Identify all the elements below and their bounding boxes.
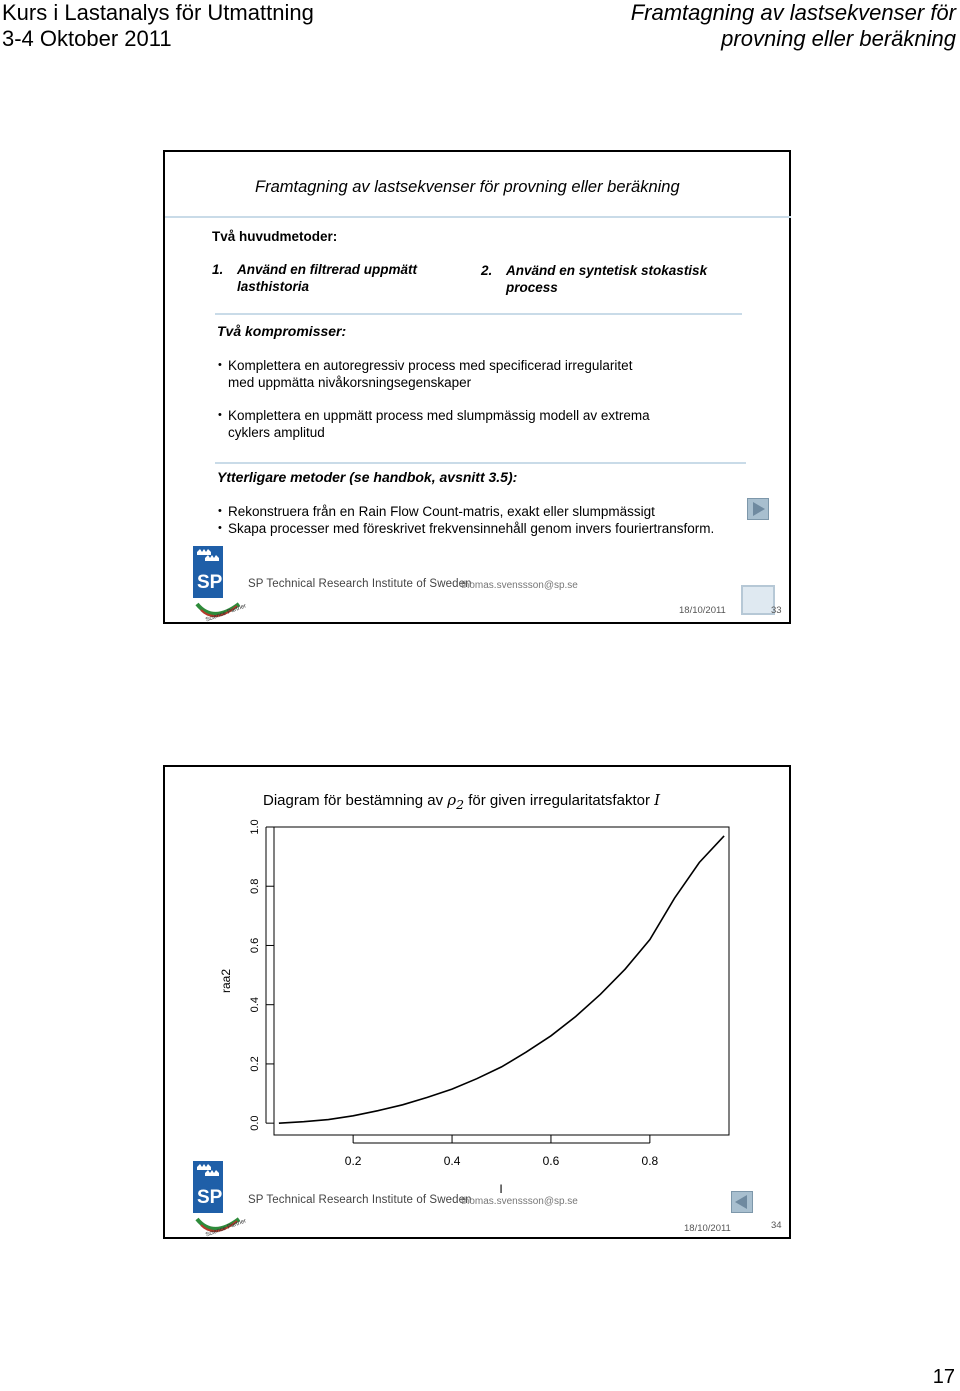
section-title-line1: Framtagning av lastsekvenser för: [630, 0, 956, 25]
slide-number: 34: [771, 1220, 782, 1231]
series-line: [279, 836, 724, 1123]
method-2-number: 2.: [481, 263, 493, 278]
chart-title-middle: för given irregularitatsfaktor: [468, 792, 655, 809]
page-number: 17: [932, 1366, 955, 1388]
method-1-line1: Använd en filtrerad uppmätt: [237, 262, 418, 277]
rho-symbol: ρ: [447, 791, 457, 809]
slide-date: 18/10/2011: [679, 605, 726, 616]
sp-logo: [191, 544, 251, 624]
method-1: [212, 261, 417, 295]
methods-divider: [215, 313, 742, 315]
y-tick-label: 0.0: [249, 1115, 261, 1131]
method-1-line2: lasthistoria: [237, 279, 310, 294]
further-methods-label: Ytterligare metoder (se handbok, avsnitt 3.5):: [217, 469, 518, 485]
sp-logo-ribbon: Science Partner: [204, 603, 248, 624]
irregularity-chart: [165, 767, 791, 1196]
y-tick-label: 0.8: [249, 878, 261, 894]
compromise-divider: [215, 462, 746, 464]
slide-34: [163, 765, 791, 1239]
compromise-1-line1: • Komplettera en autoregressiv process med specificerad irregularitet: [228, 358, 633, 373]
next-slide-button[interactable]: [747, 498, 769, 520]
y-tick-label: 0.4: [249, 997, 261, 1013]
y-axis-label: raa2: [219, 968, 233, 994]
sp-logo-text: SP: [197, 1187, 223, 1208]
slide-thumbnail-box: [741, 585, 775, 615]
y-tick-label: 0.6: [249, 937, 261, 954]
x-tick-label: 0.8: [641, 1154, 659, 1168]
title-divider: [165, 216, 791, 218]
sp-logo: [191, 1159, 251, 1239]
method-2: [481, 262, 707, 296]
main-methods-label: Två huvudmetoder:: [212, 229, 338, 244]
method-2-line2: process: [506, 280, 558, 295]
compromise-1-line2: med uppmätta nivåkorsningsegenskaper: [228, 375, 472, 390]
slide-33: [163, 150, 791, 624]
compromise-2-line2: cyklers amplitud: [228, 425, 325, 440]
sp-logo-ribbon: Science Partner: [204, 1218, 248, 1239]
further-item-1: • Rekonstruera från en Rain Flow Count-matris, exakt eller slumpmässigt: [228, 503, 655, 520]
rho-subscript: 2: [456, 797, 465, 812]
x-tick-label: 0.6: [542, 1154, 560, 1168]
y-tick-label: 1.0: [249, 819, 261, 835]
further-item-2: • Skapa processer med föreskrivet frekvensinnehåll genom invers fouriertransform.: [228, 520, 714, 537]
course-date: 3-4 Oktober 2011: [2, 26, 172, 51]
compromise-item-1: [228, 357, 632, 391]
x-tick-label: 0.4: [443, 1154, 461, 1168]
play-left-icon: [732, 1192, 752, 1212]
slide-title: Framtagning av lastsekvenser för provning eller beräkning: [255, 178, 680, 196]
section-title-line2: provning eller beräkning: [721, 26, 956, 51]
author-email[interactable]: thomas.svenssson@sp.se: [461, 580, 578, 591]
y-axis: [249, 819, 274, 1130]
play-right-icon: [748, 499, 768, 519]
institute-name: SP Technical Research Institute of Sweden: [248, 578, 472, 590]
chart-title-variable: I: [654, 791, 661, 809]
header-left: [2, 0, 314, 52]
compromise-item-2: [228, 407, 650, 441]
x-axis-label: I: [499, 1182, 503, 1196]
method-1-number: 1.: [212, 262, 224, 277]
slide-number: 33: [771, 605, 782, 616]
sp-logo-text: SP: [197, 572, 223, 593]
institute-name: SP Technical Research Institute of Sweden: [248, 1194, 472, 1206]
x-tick-label: 0.2: [344, 1154, 362, 1168]
prev-slide-button[interactable]: [731, 1191, 753, 1213]
slide-date: 18/10/2011: [684, 1223, 731, 1234]
author-email[interactable]: thomas.svenssson@sp.se: [461, 1196, 578, 1207]
course-title: Kurs i Lastanalys för Utmattning: [2, 0, 314, 25]
series-curve: [279, 836, 724, 1123]
method-2-line1: Använd en syntetisk stokastisk: [506, 263, 708, 278]
header-right: [631, 0, 956, 52]
x-axis: [345, 1135, 659, 1168]
y-tick-label: 0.2: [249, 1056, 261, 1072]
compromise-2-line1: • Komplettera en uppmätt process med slumpmässig modell av extrema: [228, 408, 650, 423]
plot-frame: [274, 827, 729, 1135]
compromise-label: Två kompromisser:: [217, 323, 347, 339]
chart-title-prefix: Diagram för bestämning av: [263, 792, 448, 809]
